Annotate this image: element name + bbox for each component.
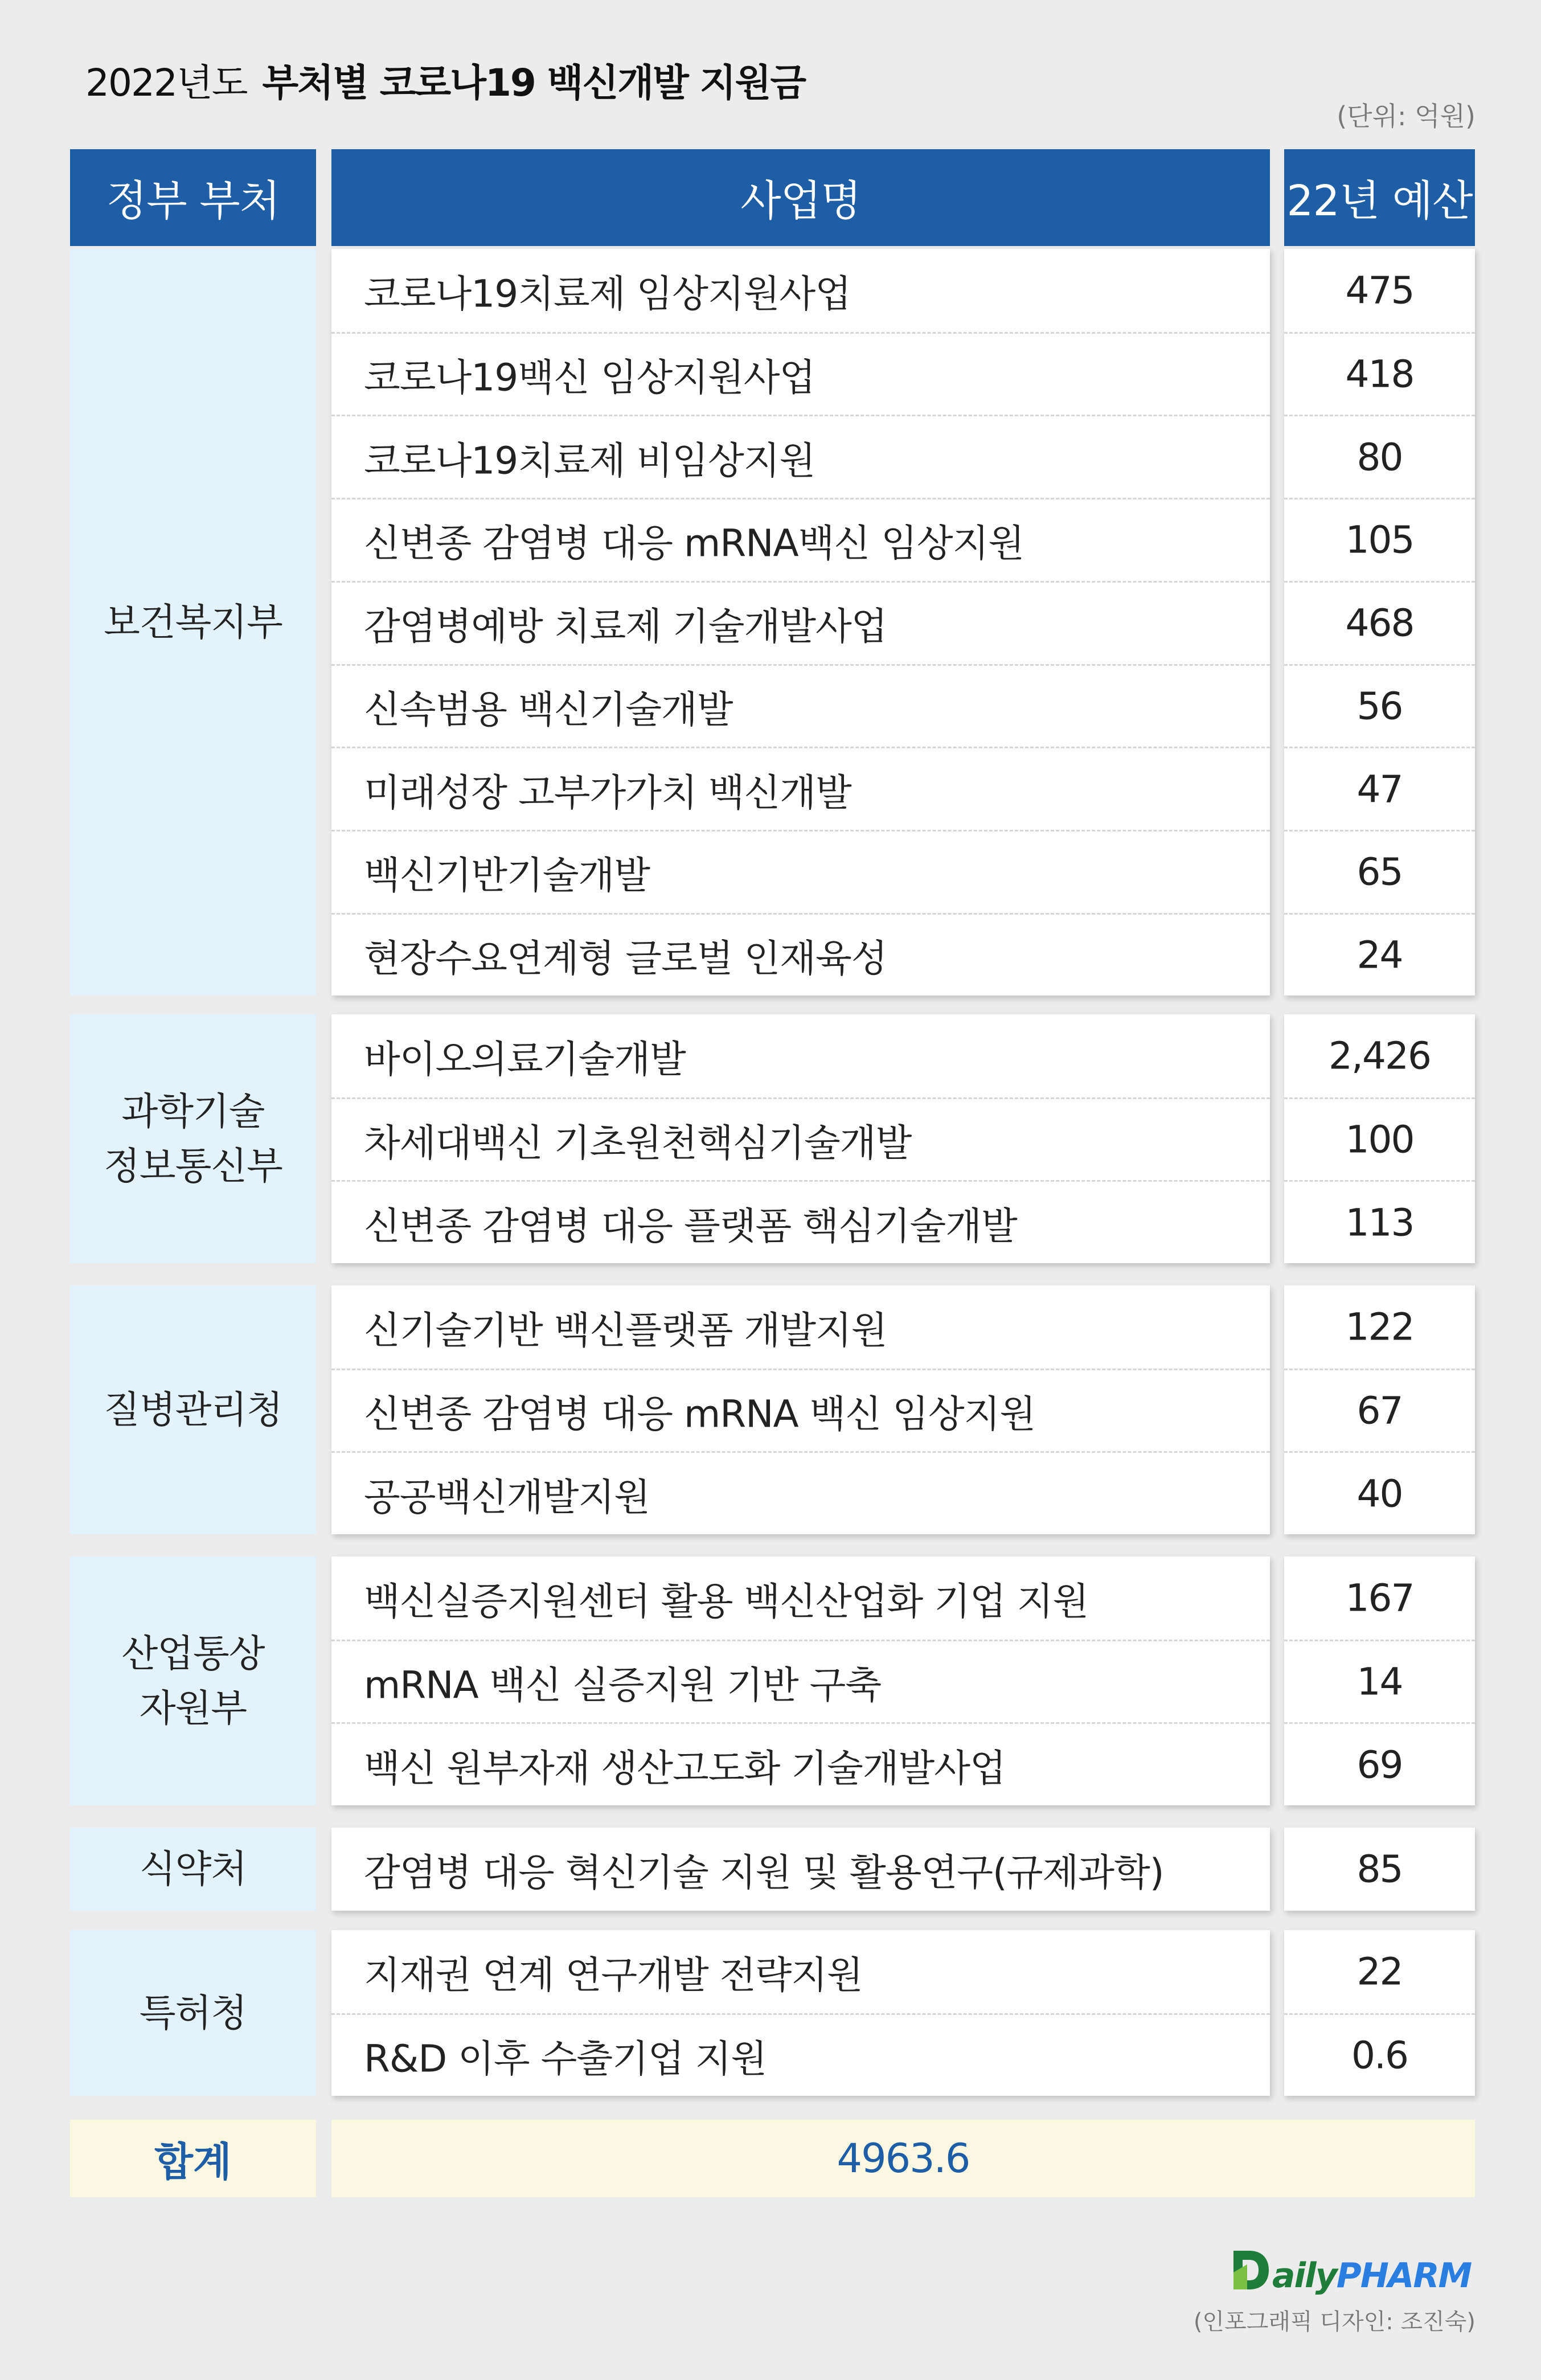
- project-name: 차세대백신 기초원천핵심기술개발: [364, 1121, 912, 1165]
- project-column: [331, 1014, 1270, 1263]
- dept-cell: 특허청: [70, 1930, 316, 2096]
- table-row: [331, 830, 1270, 913]
- group-block: [331, 1014, 1475, 1263]
- budget-value: 67: [1356, 1388, 1403, 1433]
- project-name: 바이오의료기술개발: [364, 1037, 686, 1082]
- project-name: 코로나19백신 임상지원사업: [364, 355, 815, 400]
- budget-value: 24: [1356, 933, 1403, 977]
- project-name: 백신 원부자재 생산고도화 기술개발사업: [364, 1746, 1006, 1791]
- header-dept: 정부 부처: [70, 149, 316, 246]
- table-row: [331, 581, 1270, 664]
- title-year: 2022년도: [85, 61, 247, 105]
- budget-value: 47: [1356, 767, 1403, 812]
- table-row: [1284, 1369, 1475, 1452]
- budget-value: 122: [1345, 1305, 1414, 1349]
- table-row: [331, 1828, 1270, 1911]
- table-row: [1284, 249, 1475, 332]
- project-name: 백신실증지원센터 활용 백신산업화 기업 지원: [364, 1579, 1089, 1624]
- project-name: 감염병예방 치료제 기술개발사업: [364, 604, 887, 649]
- table-row: [1284, 1285, 1475, 1369]
- group-block: [331, 1285, 1475, 1534]
- budget-value: 475: [1345, 268, 1414, 313]
- table-row: [331, 1930, 1270, 2013]
- dailypharm-logo-icon: [1230, 2247, 1271, 2293]
- budget-value: 80: [1356, 435, 1403, 480]
- table-row: [331, 1097, 1270, 1181]
- budget-value: 14: [1356, 1660, 1403, 1704]
- budget-value: 0.6: [1351, 2033, 1408, 2078]
- dailypharm-logo: [1230, 2244, 1472, 2296]
- project-name: 미래성장 고부가가치 백신개발: [364, 771, 851, 815]
- project-name: 코로나19치료제 임상지원사업: [364, 272, 851, 316]
- table-row: [331, 1014, 1270, 1097]
- dept-cell: 식약처: [70, 1828, 316, 1911]
- table-row: [331, 1285, 1270, 1369]
- table-row: [1284, 581, 1475, 664]
- table-row: [331, 415, 1270, 498]
- group-block: [331, 1556, 1475, 1805]
- table-row: [331, 913, 1270, 996]
- budget-column: [1284, 1828, 1475, 1911]
- logo-text-green: aily: [1272, 2256, 1337, 2296]
- dept-cell: 과학기술 정보통신부: [70, 1014, 316, 1263]
- group-block: [331, 1828, 1475, 1911]
- table-row: [1284, 498, 1475, 581]
- total-value: 4963.6: [331, 2120, 1475, 2197]
- table-row: [1284, 1180, 1475, 1263]
- table-row: [331, 747, 1270, 830]
- project-name: 신기술기반 백신플랫폼 개발지원: [364, 1308, 887, 1353]
- budget-column: [1284, 1930, 1475, 2096]
- project-name: R&D 이후 수출기업 지원: [364, 2037, 767, 2081]
- project-column: [331, 1828, 1270, 1911]
- project-column: [331, 1285, 1270, 1534]
- table-row: [1284, 1556, 1475, 1640]
- title-main: 부처별 코로나19 백신개발 지원금: [262, 61, 806, 105]
- table-row: [1284, 1722, 1475, 1805]
- budget-column: [1284, 1556, 1475, 1805]
- budget-value: 105: [1345, 518, 1414, 562]
- table-row: [331, 1556, 1270, 1640]
- budget-value: 468: [1345, 601, 1414, 645]
- table-row: [1284, 415, 1475, 498]
- project-name: 신변종 감염병 대응 mRNA 백신 임상지원: [364, 1392, 1036, 1436]
- dept-cell: 보건복지부: [70, 249, 316, 996]
- table-row: [1284, 1014, 1475, 1097]
- table-row: [1284, 1097, 1475, 1181]
- project-name: mRNA 백신 실증지원 기반 구축: [364, 1663, 882, 1707]
- project-column: [331, 1930, 1270, 2096]
- budget-value: 167: [1345, 1576, 1414, 1620]
- project-name: 백신기반기술개발: [364, 853, 650, 898]
- table-row: [331, 2013, 1270, 2096]
- total-label: 합계: [70, 2120, 316, 2197]
- header-budget: 22년 예산: [1284, 149, 1475, 246]
- table-row: [331, 1451, 1270, 1534]
- project-column: [331, 249, 1270, 996]
- budget-value: 418: [1345, 352, 1414, 396]
- table-row: [331, 1369, 1270, 1452]
- budget-column: [1284, 1285, 1475, 1534]
- budget-value: 22: [1356, 1949, 1403, 1994]
- budget-value: 40: [1356, 1472, 1403, 1516]
- table-row: [331, 498, 1270, 581]
- table-row: [1284, 1930, 1475, 2013]
- table-row: [1284, 664, 1475, 747]
- budget-value: 113: [1345, 1201, 1414, 1245]
- table-row: [1284, 830, 1475, 913]
- project-column: [331, 1556, 1270, 1805]
- budget-value: 65: [1356, 850, 1403, 894]
- budget-value: 69: [1356, 1743, 1403, 1787]
- project-name: 감염병 대응 혁신기술 지원 및 활용연구(규제과학): [364, 1850, 1164, 1895]
- group-block: [331, 1930, 1475, 2096]
- page-title: [85, 52, 805, 106]
- budget-value: 2,426: [1329, 1034, 1431, 1078]
- project-name: 신변종 감염병 대응 mRNA백신 임상지원: [364, 521, 1024, 566]
- table-row: [331, 332, 1270, 415]
- table-row: [1284, 913, 1475, 996]
- budget-value: 85: [1356, 1847, 1403, 1891]
- table-row: [331, 664, 1270, 747]
- header-project: 사업명: [331, 149, 1270, 246]
- budget-column: [1284, 249, 1475, 996]
- project-name: 지재권 연계 연구개발 전략지원: [364, 1953, 863, 1997]
- project-name: 현장수요연계형 글로벌 인재육성: [364, 936, 887, 981]
- table-row: [331, 1640, 1270, 1723]
- project-name: 공공백신개발지원: [364, 1475, 650, 1519]
- budget-value: 56: [1356, 684, 1403, 728]
- table-row: [1284, 1828, 1475, 1911]
- table-row: [1284, 747, 1475, 830]
- budget-value: 100: [1345, 1117, 1414, 1162]
- credit: (인포그래픽 디자인: 조진숙): [1193, 2309, 1476, 2335]
- table-row: [1284, 1640, 1475, 1723]
- table-row: [1284, 2013, 1475, 2096]
- project-name: 신변종 감염병 대응 플랫폼 핵심기술개발: [364, 1204, 1017, 1248]
- budget-column: [1284, 1014, 1475, 1263]
- dept-cell: 질병관리청: [70, 1285, 316, 1534]
- unit-note: (단위: 억원): [1337, 101, 1476, 132]
- table-row: [331, 1722, 1270, 1805]
- project-name: 신속범용 백신기술개발: [364, 687, 733, 732]
- logo-text-blue: PHARM: [1336, 2256, 1472, 2296]
- project-name: 코로나19치료제 비임상지원: [364, 439, 815, 483]
- dept-cell: 산업통상 자원부: [70, 1556, 316, 1805]
- table-row: [1284, 1451, 1475, 1534]
- table-row: [331, 1180, 1270, 1263]
- table-row: [1284, 332, 1475, 415]
- table-row: [331, 249, 1270, 332]
- group-block: [331, 249, 1475, 996]
- logo-text: [1272, 2256, 1472, 2296]
